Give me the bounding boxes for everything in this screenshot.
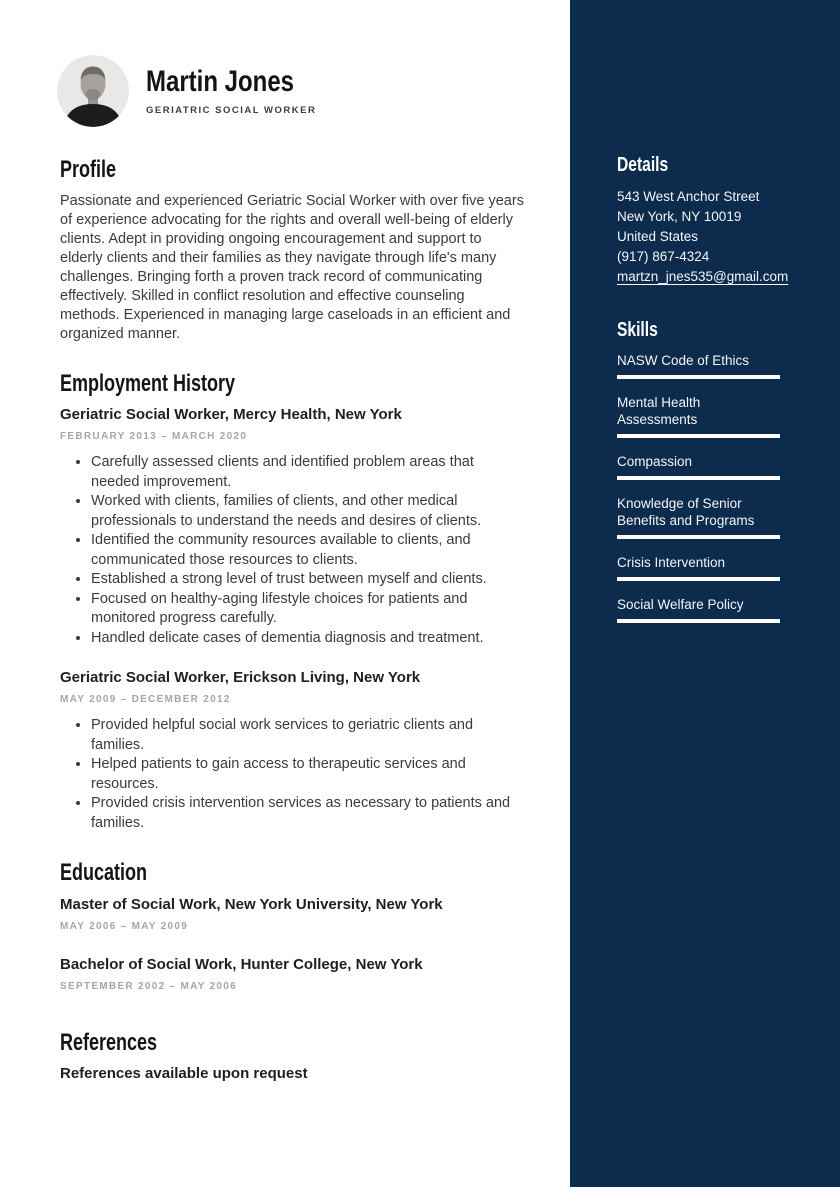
candidate-name: Martin Jones	[146, 65, 295, 99]
candidate-job-title: GERIATRIC SOCIAL WORKER	[146, 104, 317, 116]
address-country: United States	[617, 229, 699, 244]
skill-level-track	[617, 476, 780, 480]
skill-level-bar	[617, 535, 780, 539]
details-heading: Details	[617, 154, 669, 176]
skill-label: Crisis Intervention	[617, 555, 726, 570]
skill-item	[617, 554, 780, 581]
education-title: Master of Social Work, New York University, New York	[60, 895, 443, 913]
job-dates: MAY 2009 – DECEMBER 2012	[60, 694, 231, 706]
profile-photo	[57, 55, 129, 127]
profile-text: Passionate and experienced Geriatric Social Worker with over five years of experience advocating for the rights and overall well-being of elderly clients. Adept in providing ongoing encouragement and support to elderly clients and their families as they navigate through life's many challenges. Bringing forth a proven track record of communicating effectively. Skilled in conflict resolution and effective counseling methods. Experienced in managing large caseloads in an efficient and organized manner.	[60, 193, 524, 343]
job-bullet: • Provided crisis intervention services as necessary to patients and families.	[91, 794, 525, 833]
job-bullet: • Provided helpful social work services to geriatric clients and families.	[91, 716, 525, 755]
details-section	[617, 154, 789, 287]
education-entry	[60, 956, 525, 992]
skills-heading: Skills	[617, 319, 658, 341]
employment-section	[60, 371, 525, 833]
job-bullet-list	[60, 453, 525, 648]
job-bullet: • Established a strong level of trust between myself and clients.	[91, 570, 525, 590]
job-bullet: • Handled delicate cases of dementia diagnosis and treatment.	[91, 629, 525, 649]
education-heading: Education	[60, 859, 148, 887]
skill-level-bar	[617, 476, 780, 480]
skill-level-bar	[617, 577, 780, 581]
education-dates: SEPTEMBER 2002 – MAY 2006	[60, 980, 238, 992]
education-title: Bachelor of Social Work, Hunter College, New York	[60, 955, 423, 973]
job-bullet: • Worked with clients, families of clients, and other medical professionals to understand the needs and desires of clients.	[91, 492, 525, 531]
sidebar	[570, 0, 840, 1187]
skill-item	[617, 352, 780, 379]
education-section	[60, 860, 525, 991]
job-entry	[60, 669, 525, 833]
skill-level-bar	[617, 619, 780, 623]
job-bullet: • Helped patients to gain access to therapeutic services and resources.	[91, 755, 525, 794]
skill-label: Social Welfare Policy	[617, 597, 744, 612]
skill-level-bar	[617, 375, 780, 379]
email-link[interactable]: martzn_jnes535@gmail.com	[617, 269, 789, 284]
skill-item	[617, 453, 780, 480]
header-text	[146, 66, 331, 116]
skill-level-bar	[617, 434, 780, 438]
address-city: New York, NY 10019	[617, 209, 742, 224]
skill-item	[617, 495, 780, 539]
skill-label: Compassion	[617, 454, 693, 469]
references-heading: References	[60, 1028, 158, 1056]
skill-item	[617, 394, 780, 438]
job-bullet: • Identified the community resources available to clients, and communicated those resources to clients.	[91, 531, 525, 570]
education-entry	[60, 896, 525, 932]
skill-label: Mental Health Assessments	[617, 395, 701, 427]
job-entry	[60, 406, 525, 648]
job-bullet: • Carefully assessed clients and identified problem areas that needed improvement.	[91, 453, 525, 492]
profile-heading: Profile	[60, 156, 117, 183]
skill-label: NASW Code of Ethics	[617, 353, 750, 368]
profile-photo-illustration	[57, 55, 129, 127]
profile-section	[60, 157, 525, 344]
job-bullet-list	[60, 716, 525, 833]
references-text: References available upon request	[60, 1064, 308, 1082]
job-title: Geriatric Social Worker, Mercy Health, New York	[60, 406, 402, 424]
skill-label: Knowledge of Senior Benefits and Programs	[617, 496, 755, 528]
phone-number: (917) 867-4324	[617, 249, 710, 264]
skill-level-track	[617, 375, 780, 379]
education-dates: MAY 2006 – MAY 2009	[60, 920, 189, 932]
resume-header	[57, 55, 525, 127]
skill-level-track	[617, 577, 780, 581]
skill-level-track	[617, 535, 780, 539]
job-dates: FEBRUARY 2013 – MARCH 2020	[60, 431, 248, 443]
skills-section	[617, 320, 780, 623]
address-street: 543 West Anchor Street	[617, 189, 760, 204]
references-section	[60, 1030, 525, 1082]
skill-item	[617, 596, 780, 623]
job-title: Geriatric Social Worker, Erickson Living, New York	[60, 669, 421, 687]
job-bullet: • Focused on healthy-aging lifestyle choices for patients and monitored progress carefully.	[91, 590, 525, 629]
employment-heading: Employment History	[60, 370, 236, 398]
skill-level-track	[617, 434, 780, 438]
skill-level-track	[617, 619, 780, 623]
